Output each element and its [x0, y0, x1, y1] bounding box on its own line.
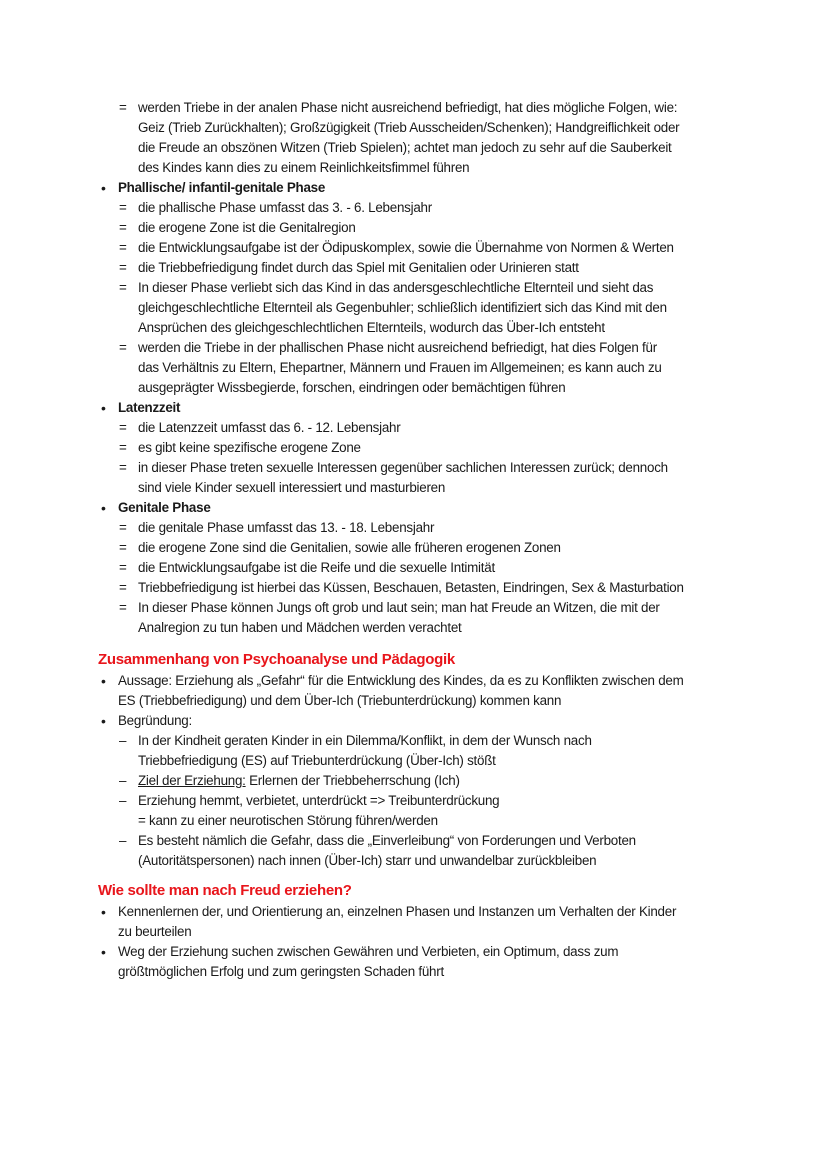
equals-item — [0, 98, 828, 178]
line-text: ausgeprägter Wissbegierde, forschen, eindringen oder bemächtigen führen — [138, 380, 566, 395]
eq-marker: = — [119, 280, 127, 295]
eq-marker: = — [119, 220, 127, 235]
bullet-item — [0, 902, 828, 942]
eq-marker: = — [119, 440, 127, 455]
eq-marker: = — [119, 580, 127, 595]
item-line — [0, 691, 828, 711]
line-text: Erziehung hemmt, verbietet, unterdrückt => Treibunterdrückung — [138, 793, 500, 808]
bullet-item — [0, 398, 828, 418]
item-line — [0, 378, 828, 398]
eq-marker: = — [119, 560, 127, 575]
bullet-marker: • — [101, 500, 106, 516]
line-text: die genitale Phase umfasst das 13. - 18. Lebensjahr — [138, 520, 435, 535]
item-line — [0, 298, 828, 318]
item-line — [0, 478, 828, 498]
equals-item — [0, 538, 828, 558]
item-line — [0, 751, 828, 771]
bullet-marker: • — [101, 180, 106, 196]
eq-marker: = — [119, 200, 127, 215]
item-line — [0, 851, 828, 871]
item-line — [0, 158, 828, 178]
eq-marker: = — [119, 600, 127, 615]
line-text: Latenzzeit — [118, 400, 181, 415]
item-line — [0, 922, 828, 942]
equals-item — [0, 438, 828, 458]
item-line — [0, 358, 828, 378]
section-heading: Zusammenhang von Psychoanalyse und Pädagogik — [98, 651, 455, 668]
line-text: größtmöglichen Erfolg und zum geringsten Schaden führt — [118, 964, 444, 979]
line-text: ES (Triebbefriedigung) und dem Über-Ich (Triebunterdrückung) kommen kann — [118, 693, 562, 708]
dash-marker: – — [119, 773, 127, 788]
item-line — [0, 711, 828, 731]
bullet-item — [0, 178, 828, 198]
line-text: gleichgeschlechtliche Elternteil als Gegenbuhler; schließlich identifiziert sich das Kind mit den — [138, 300, 667, 315]
line-text: In dieser Phase können Jungs oft grob und laut sein; man hat Freude an Witzen, die mit der — [138, 600, 660, 615]
line-text: = kann zu einer neurotischen Störung führen/werden — [138, 813, 438, 828]
equals-item — [0, 238, 828, 258]
bullet-marker: • — [101, 713, 106, 729]
line-text: Ansprüchen des gleichgeschlechtlichen Elternteils, wodurch das Über-Ich entsteht — [138, 320, 605, 335]
item-line — [0, 962, 828, 982]
eq-marker: = — [119, 260, 127, 275]
item-line — [0, 618, 828, 638]
equals-item — [0, 558, 828, 578]
line-text: (Autoritätspersonen) nach innen (Über-Ich) starr und unwandelbar zurückbleiben — [138, 853, 597, 868]
equals-item — [0, 258, 828, 278]
line-text: zu beurteilen — [118, 924, 192, 939]
line-text: in dieser Phase treten sexuelle Interessen gegenüber sachlichen Interessen zurück; dennoch — [138, 460, 668, 475]
underlined-label: Ziel der Erziehung: — [138, 773, 246, 788]
equals-item — [0, 198, 828, 218]
equals-item — [0, 518, 828, 538]
line-text: Weg der Erziehung suchen zwischen Gewähren und Verbieten, ein Optimum, dass zum — [118, 944, 619, 959]
line-text: die Triebbefriedigung findet durch das Spiel mit Genitalien oder Urinieren statt — [138, 260, 579, 275]
eq-marker: = — [119, 520, 127, 535]
dash-item — [0, 791, 828, 831]
item-line — [0, 671, 828, 691]
item-line — [0, 811, 828, 831]
item-line — [0, 138, 828, 158]
item-line — [0, 902, 828, 922]
section — [0, 880, 828, 982]
equals-item — [0, 598, 828, 638]
line-text: die Entwicklungsaufgabe ist der Ödipuskomplex, sowie die Übernahme von Normen & Werten — [138, 240, 674, 255]
eq-marker: = — [119, 540, 127, 555]
line-text: sind viele Kinder sexuell interessiert und masturbieren — [138, 480, 446, 495]
line-text: die erogene Zone sind die Genitalien, sowie alle früheren erogenen Zonen — [138, 540, 561, 555]
line-text: Triebbefriedigung (ES) auf Triebunterdrückung (Über-Ich) stößt — [138, 753, 496, 768]
equals-item — [0, 458, 828, 498]
dash-marker: – — [119, 733, 127, 748]
section-heading: Wie sollte man nach Freud erziehen? — [98, 882, 352, 899]
line-text: Genitale Phase — [118, 500, 211, 515]
line-text: das Verhältnis zu Eltern, Ehepartner, Männern und Frauen im Allgemeinen; es kann auch zu — [138, 360, 662, 375]
line-text: die Entwicklungsaufgabe ist die Reife und die sexuelle Intimität — [138, 560, 495, 575]
bullet-marker: • — [101, 904, 106, 920]
line-text: des Kindes kann dies zu einem Reinlichkeitsfimmel führen — [138, 160, 470, 175]
equals-item — [0, 418, 828, 438]
eq-marker: = — [119, 340, 127, 355]
line-text: In der Kindheit geraten Kinder in ein Dilemma/Konflikt, in dem der Wunsch nach — [138, 733, 592, 748]
line-text: Erlernen der Triebbeherrschung (Ich) — [249, 773, 460, 788]
line-text: die Latenzzeit umfasst das 6. - 12. Lebensjahr — [138, 420, 401, 435]
eq-marker: = — [119, 460, 127, 475]
section — [0, 649, 828, 871]
bullet-item — [0, 711, 828, 731]
bullet-item — [0, 671, 828, 711]
item-line — [0, 942, 828, 962]
line-text: werden die Triebe in der phallischen Phase nicht ausreichend befriedigt, hat dies Folgen für — [138, 340, 657, 355]
dash-item — [0, 831, 828, 871]
bullet-marker: • — [101, 673, 106, 689]
line-text: Geiz (Trieb Zurückhalten); Großzügigkeit (Trieb Ausscheiden/Schenken); Handgreiflichkeit oder — [138, 120, 680, 135]
bullet-marker: • — [101, 400, 106, 416]
line-text: Aussage: Erziehung als „Gefahr“ für die Entwicklung des Kindes, da es zu Konflikten zwischen dem — [118, 673, 684, 688]
line-text: Kennenlernen der, und Orientierung an, einzelnen Phasen und Instanzen um Verhalten der Kinder — [118, 904, 677, 919]
line-text: Phallische/ infantil-genitale Phase — [118, 180, 326, 195]
line-text: die Freude an obszönen Witzen (Trieb Spielen); achtet man jedoch zu sehr auf die Sauberkeit — [138, 140, 672, 155]
eq-marker: = — [119, 420, 127, 435]
item-line — [0, 178, 828, 198]
dash-item — [0, 771, 828, 791]
bullet-marker: • — [101, 944, 106, 960]
item-line — [0, 398, 828, 418]
line-text: Triebbefriedigung ist hierbei das Küssen, Beschauen, Betasten, Eindringen, Sex & Masturbation — [138, 580, 684, 595]
line-text: Es besteht nämlich die Gefahr, dass die „Einverleibung“ von Forderungen und Verboten — [138, 833, 636, 848]
dash-marker: – — [119, 793, 127, 808]
equals-item — [0, 278, 828, 338]
equals-item — [0, 218, 828, 238]
item-line — [0, 118, 828, 138]
line-text: es gibt keine spezifische erogene Zone — [138, 440, 361, 455]
dash-item — [0, 731, 828, 771]
item-line — [0, 498, 828, 518]
equals-item — [0, 338, 828, 398]
eq-marker: = — [119, 100, 127, 115]
line-text: die phallische Phase umfasst das 3. - 6. Lebensjahr — [138, 200, 432, 215]
line-text: In dieser Phase verliebt sich das Kind in das andersgeschlechtliche Elternteil und sieht das — [138, 280, 654, 295]
item-line — [0, 318, 828, 338]
line-text: werden Triebe in der analen Phase nicht ausreichend befriedigt, hat dies mögliche Folgen, wie: — [138, 100, 678, 115]
line-text: Analregion zu tun haben und Mädchen werden verachtet — [138, 620, 462, 635]
section — [0, 98, 828, 638]
dash-marker: – — [119, 833, 127, 848]
line-text: die erogene Zone ist die Genitalregion — [138, 220, 356, 235]
document-page — [0, 98, 828, 982]
line-text: Begründung: — [118, 713, 192, 728]
equals-item — [0, 578, 828, 598]
eq-marker: = — [119, 240, 127, 255]
bullet-item — [0, 942, 828, 982]
bullet-item — [0, 498, 828, 518]
